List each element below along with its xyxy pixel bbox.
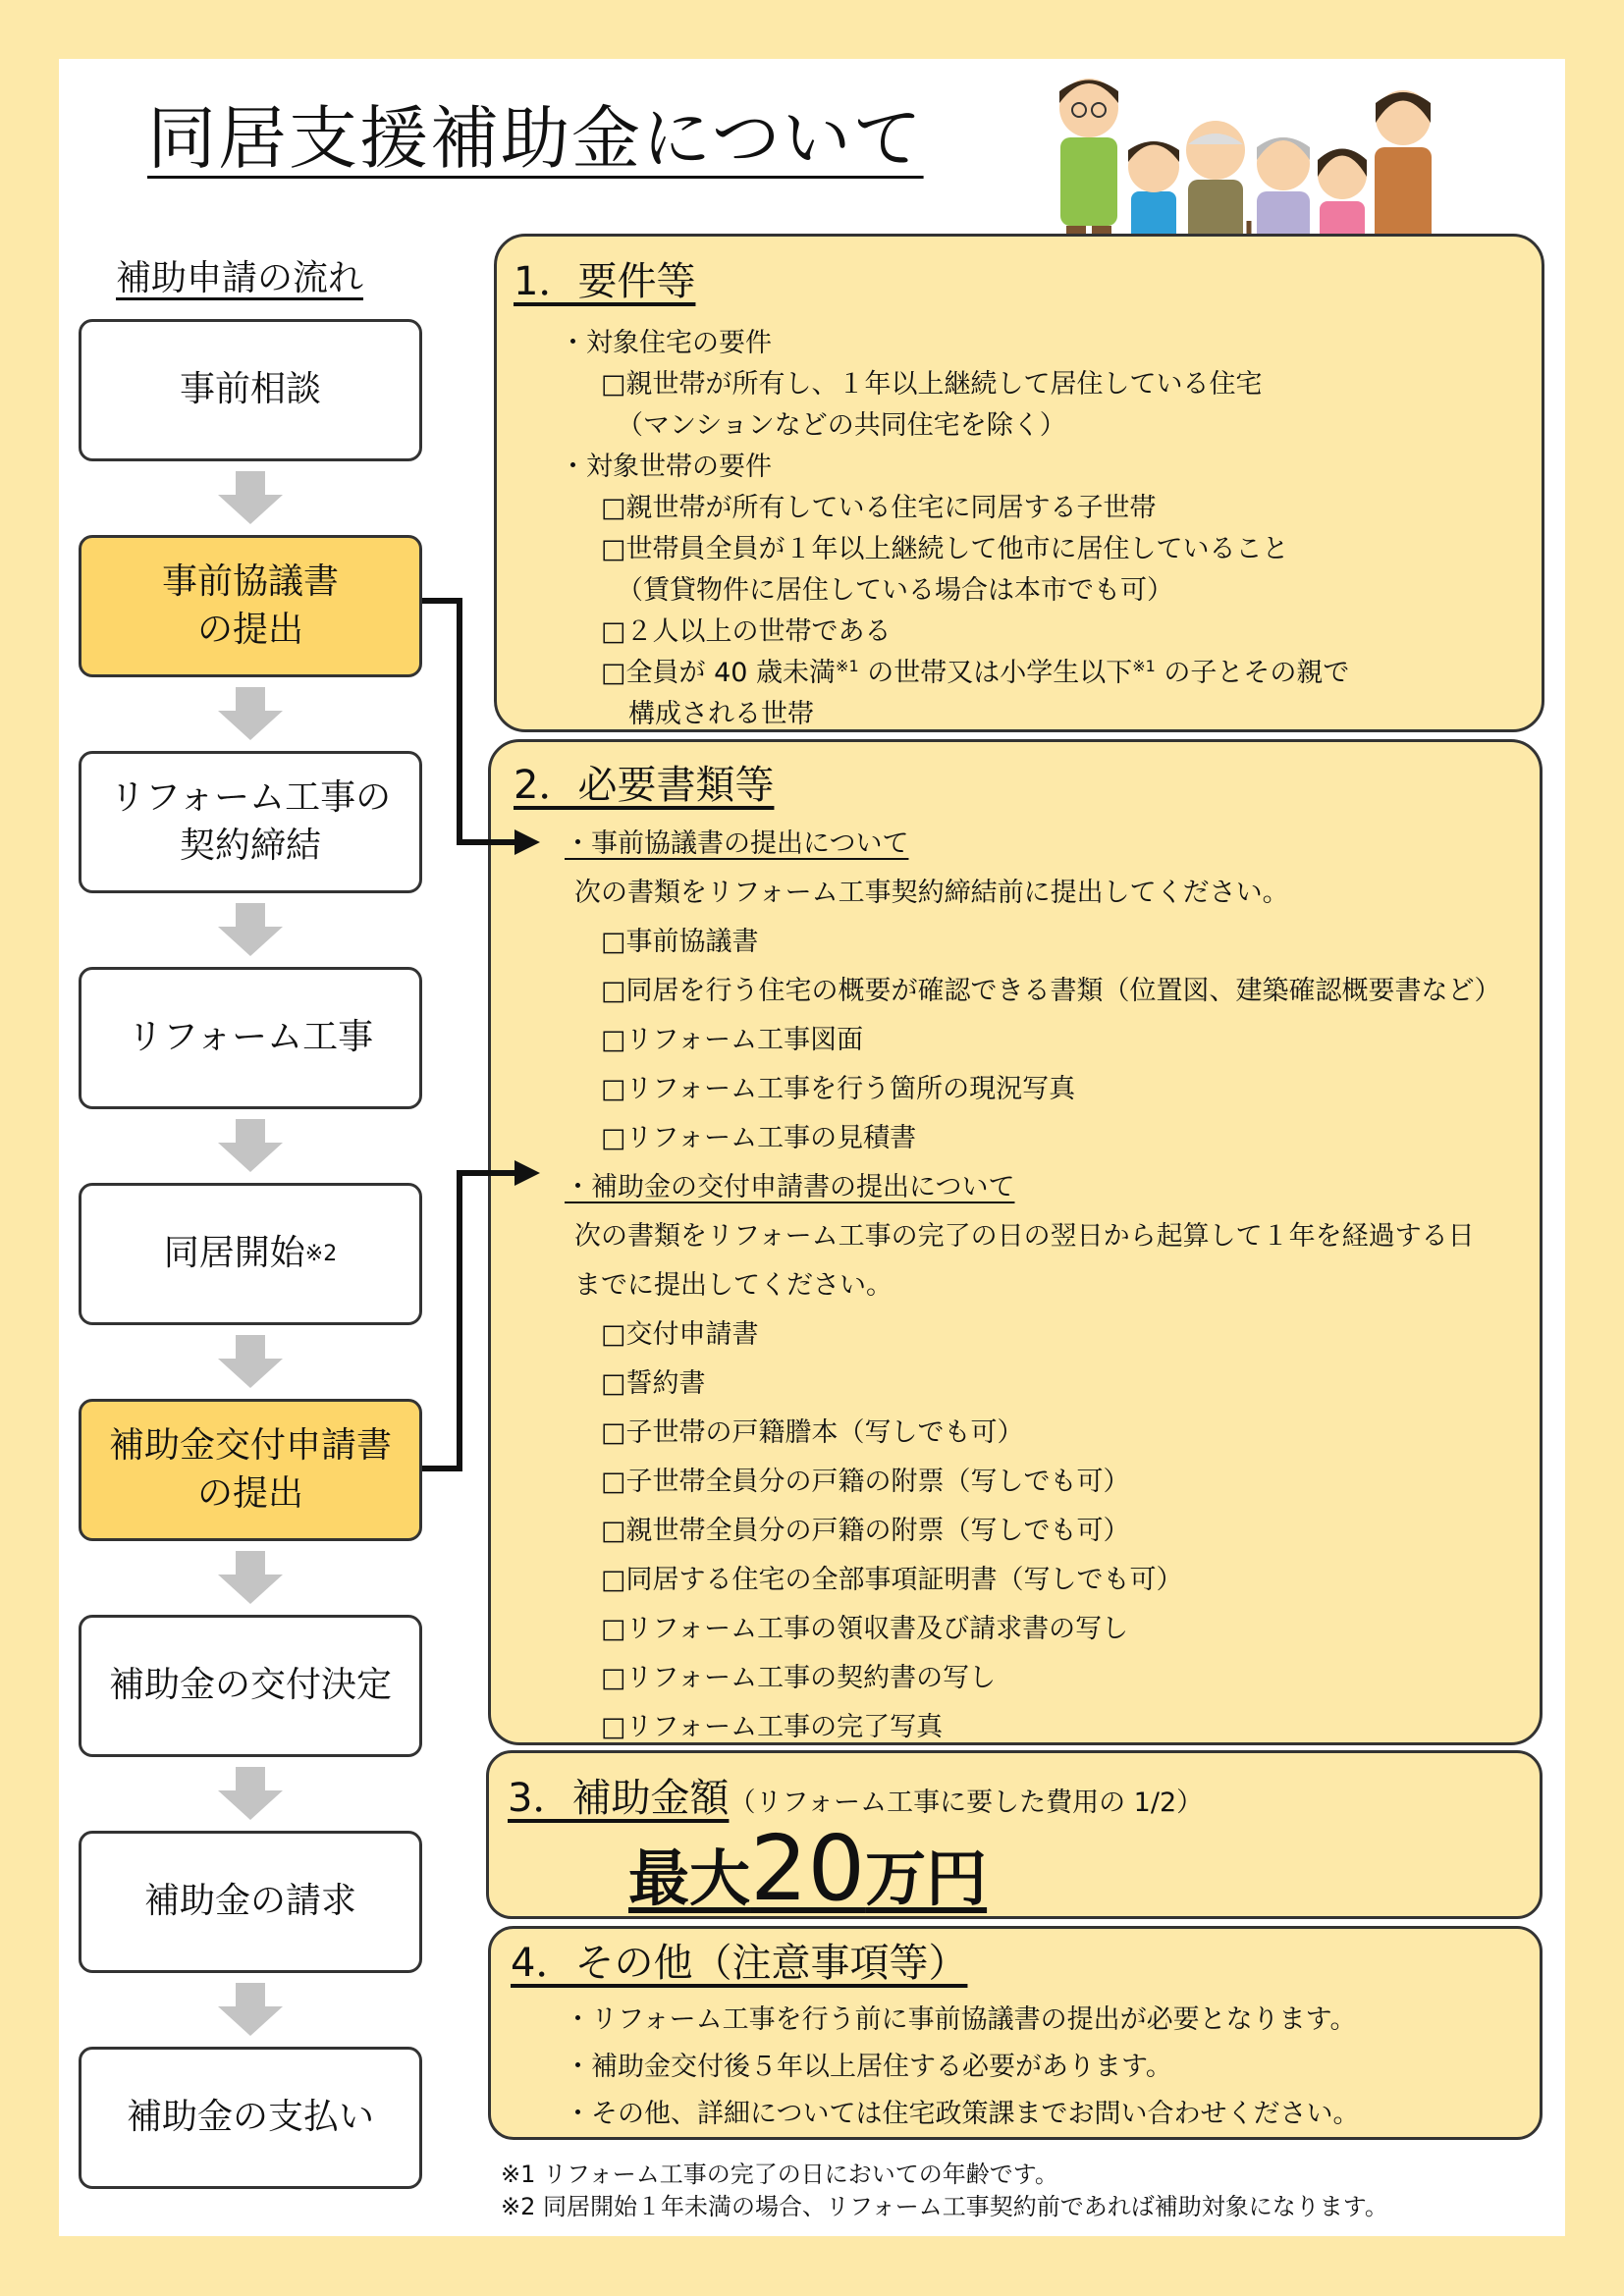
document-item: □リフォーム工事を行う箇所の現況写真 xyxy=(601,1074,1076,1104)
document-item: □リフォーム工事の見積書 xyxy=(601,1123,917,1153)
household-requirement-item: □親世帯が所有している住宅に同居する子世帯 xyxy=(601,493,1157,523)
flow-step-label: 事前協議書 の提出 xyxy=(161,561,339,650)
flow-title: 補助申請の流れ xyxy=(116,258,364,298)
flow-step-label: リフォーム工事 xyxy=(127,1017,374,1058)
application-intro: までに提出してください。 xyxy=(574,1270,893,1301)
housing-requirement-item: □親世帯が所有し、１年以上継続して居住している住宅 xyxy=(601,369,1263,400)
document-item: □リフォーム工事の完了写真 xyxy=(601,1712,944,1742)
footnote: ※2 同居開始１年未満の場合、リフォーム工事契約前であれば補助対象になります。 xyxy=(501,2193,1388,2220)
household-requirement-item: □２人以上の世帯である xyxy=(601,616,892,647)
document-item: □交付申請書 xyxy=(601,1319,759,1350)
flow-step-label: 事前相談 xyxy=(179,369,321,410)
household-requirement-item: □世帯員全員が１年以上継続して他市に居住していること xyxy=(601,534,1289,564)
footnote: ※1 リフォーム工事の完了の日においての年齢です。 xyxy=(501,2161,1058,2188)
flow-step-label: 補助金の交付決定 xyxy=(108,1665,392,1706)
document-item: □親世帯全員分の戸籍の附票（写しでも可） xyxy=(601,1516,1130,1546)
prior-agreement-title: ・事前協議書の提出について xyxy=(565,828,909,859)
document-item: □誓約書 xyxy=(601,1368,706,1399)
flow-step-label: 同居開始 xyxy=(163,1233,305,1274)
housing-requirement-note: （マンションなどの共同住宅を除く） xyxy=(617,410,1066,441)
flow-step-label: リフォーム工事の 契約締結 xyxy=(109,776,392,866)
amount-heading: 3．補助金額（リフォーム工事に要した費用の 1/2） xyxy=(508,1776,1204,1821)
application-intro: 次の書類をリフォーム工事の完了の日の翌日から起算して１年を経過する日 xyxy=(574,1221,1475,1252)
amount-value: 最大20万円 xyxy=(628,1816,988,1921)
other-notes-heading: 4．その他（注意事項等） xyxy=(511,1941,968,1986)
other-note-item: ・リフォーム工事を行う前に事前協議書の提出が必要となります。 xyxy=(565,2004,1357,2035)
arrow-prior-to-documents xyxy=(422,601,540,855)
document-item: □事前協議書 xyxy=(601,927,759,957)
flow-step-label: 補助金の請求 xyxy=(143,1881,356,1922)
household-requirement-item: □全員が 40 歳未満$^{※1}$ の世帯又は小学生以下$^{※1}$ の子とその親で xyxy=(601,657,1350,688)
requirements-heading: 1．要件等 xyxy=(514,259,696,304)
arrow-application-to-documents xyxy=(422,1160,540,1468)
documents-heading: 2．必要書類等 xyxy=(514,763,775,808)
document-item: □子世帯の戸籍謄本（写しでも可） xyxy=(601,1417,1024,1448)
household-requirements-title: ・対象世帯の要件 xyxy=(560,452,772,482)
household-requirement-note: 構成される世帯 xyxy=(628,699,814,729)
flow-step-footnote-mark: ※2 xyxy=(304,1241,338,1266)
document-item: □同居を行う住宅の概要が確認できる書類（位置図、建築確認概要書など） xyxy=(601,976,1501,1006)
document-item: □同居する住宅の全部事項証明書（写しでも可） xyxy=(601,1565,1183,1595)
document-item: □リフォーム工事図面 xyxy=(601,1025,864,1055)
household-requirement-note: （賃貸物件に居住している場合は本市でも可） xyxy=(617,575,1173,606)
document-item: □リフォーム工事の領収書及び請求書の写し xyxy=(601,1614,1129,1644)
flow-step-label: 補助金交付申請書 の提出 xyxy=(108,1424,392,1514)
amount-note: （リフォーム工事に要した費用の 1/2） xyxy=(729,1788,1204,1818)
other-note-item: ・その他、詳細については住宅政策課までお問い合わせください。 xyxy=(565,2099,1360,2129)
housing-requirements-title: ・対象住宅の要件 xyxy=(560,328,772,358)
document-item: □リフォーム工事の契約書の写し xyxy=(601,1663,997,1693)
page-title: 同居支援補助金について xyxy=(147,98,924,179)
flow-step-label: 補助金の支払い xyxy=(126,2097,374,2138)
application-title: ・補助金の交付申請書の提出について xyxy=(565,1172,1015,1202)
document-item: □子世帯全員分の戸籍の附票（写しでも可） xyxy=(601,1467,1130,1497)
other-note-item: ・補助金交付後５年以上居住する必要があります。 xyxy=(565,2052,1172,2082)
prior-agreement-intro: 次の書類をリフォーム工事契約締結前に提出してください。 xyxy=(574,878,1289,908)
